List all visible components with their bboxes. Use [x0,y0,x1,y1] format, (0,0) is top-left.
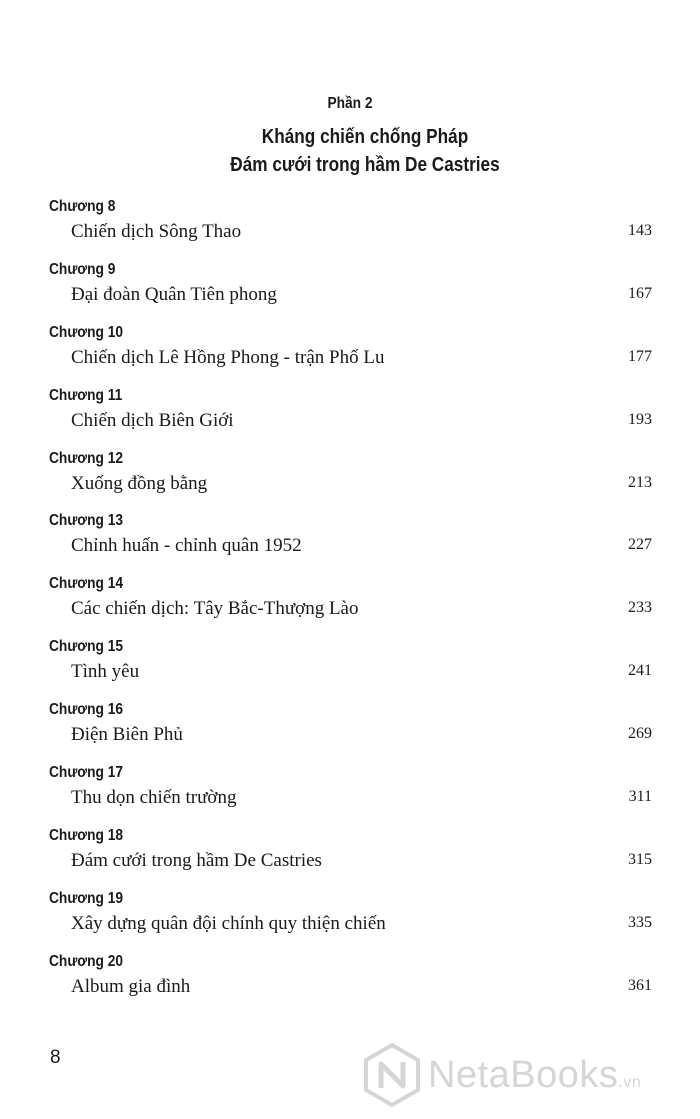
toc-chapter-title: Album gia đình [71,975,191,997]
toc-page-number: 311 [628,788,652,806]
table-of-contents [0,196,700,1014]
toc-entry [0,762,700,825]
toc-chapter-title: Đại đoàn Quân Tiên phong [71,283,277,305]
toc-chapter-label: Chương 10 [49,323,124,341]
toc-chapter-title: Điện Biên Phủ [71,724,183,746]
toc-chapter-title: Các chiến dịch: Tây Bắc-Thượng Lào [71,598,359,620]
toc-page-number: 193 [628,410,652,428]
toc-chapter-title: Chiến dịch Biên Giới [71,409,234,431]
toc-chapter-title: Tình yêu [71,661,140,683]
toc-page-number: 213 [628,473,652,491]
toc-page-number: 315 [628,850,652,868]
toc-chapter-title: Chiến dịch Lê Hồng Phong - trận Phố Lu [71,346,385,368]
toc-chapter-label: Chương 9 [49,260,116,278]
toc-entry [0,448,700,511]
toc-chapter-label: Chương 18 [49,826,124,844]
toc-entry [0,573,700,636]
toc-page-number: 177 [628,347,652,365]
toc-entry [0,699,700,762]
toc-entry [0,196,700,259]
toc-chapter-label: Chương 19 [49,889,124,907]
toc-entry [0,888,700,951]
part-title-line1: Kháng chiến chống Pháp [261,126,469,148]
toc-entry [0,636,700,699]
toc-chapter-label: Chương 16 [49,701,124,719]
toc-page-number: 361 [628,976,652,994]
toc-entry [0,259,700,322]
toc-page-number: 233 [628,599,652,617]
watermark [362,1040,692,1110]
toc-chapter-title: Đám cưới trong hầm De Castries [71,849,322,871]
toc-chapter-label: Chương 11 [49,386,123,404]
toc-entry [0,825,700,888]
part-label: Phần 2 [327,95,373,112]
watermark-tld: .vn [618,1073,642,1091]
toc-chapter-label: Chương 14 [49,575,124,593]
toc-entry [0,322,700,385]
toc-page-number: 241 [628,662,652,680]
toc-entry [0,951,700,1014]
toc-chapter-title: Thu dọn chiến trường [71,787,237,809]
toc-entry [0,510,700,573]
toc-chapter-label: Chương 20 [49,952,124,970]
toc-entry [0,385,700,448]
toc-chapter-label: Chương 15 [49,638,124,656]
toc-chapter-label: Chương 17 [49,764,124,782]
toc-chapter-title: Xây dựng quân đội chính quy thiện chiến [71,912,386,934]
toc-chapter-title: Xuống đồng bằng [71,472,208,494]
toc-page-number: 269 [628,725,652,743]
page-number: 8 [50,1047,61,1068]
toc-page-number: 335 [628,913,652,931]
toc-chapter-title: Chiến dịch Sông Thao [71,221,242,242]
toc-chapter-label: Chương 13 [49,512,124,530]
part-title-line2: Đám cưới trong hầm De Castries [230,154,500,176]
toc-chapter-title: Chỉnh huấn - chỉnh quân 1952 [71,535,302,557]
watermark-brand: NetaBooks [428,1053,619,1096]
toc-chapter-label: Chương 8 [49,198,116,215]
toc-page-number: 143 [628,222,652,239]
toc-page-number: 227 [628,536,652,554]
netabooks-logo-icon [362,1042,422,1108]
toc-page-number: 167 [628,284,652,302]
toc-chapter-label: Chương 12 [49,449,124,467]
